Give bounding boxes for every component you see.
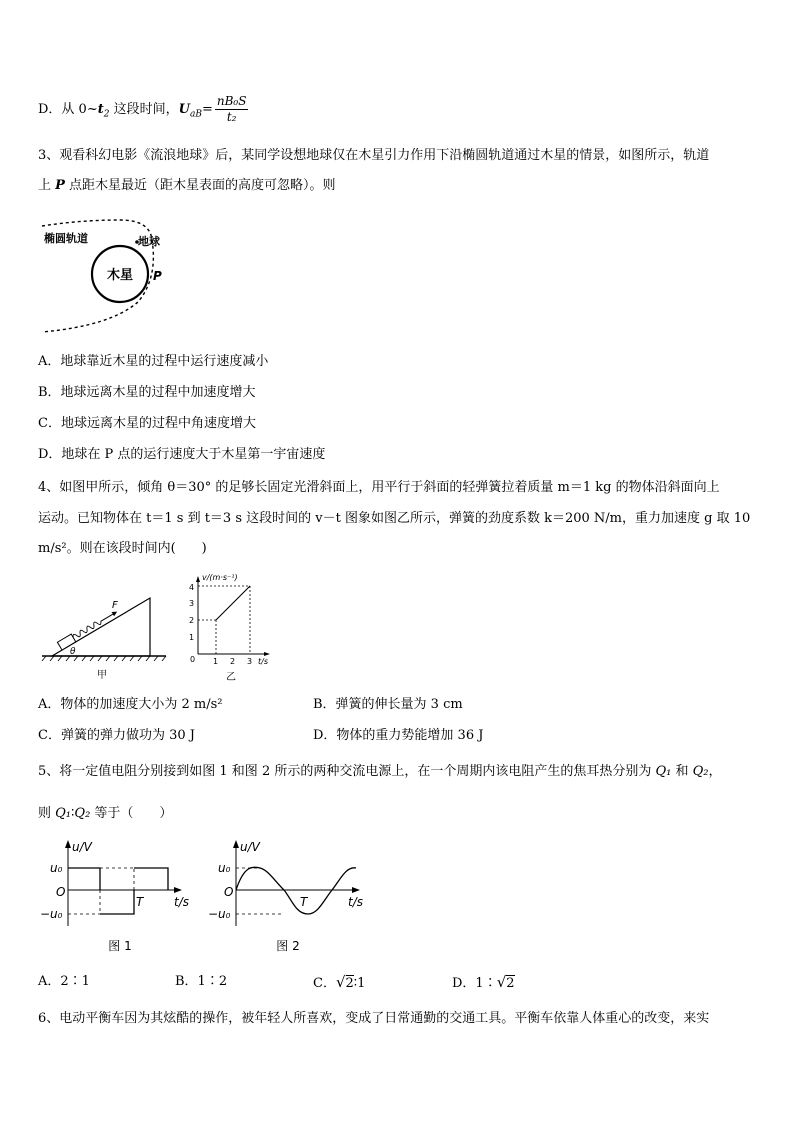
q5-optc-post: ∶1 <box>353 976 366 991</box>
force-label: F <box>112 600 118 611</box>
q5-stem-line1 <box>38 763 722 781</box>
fig2-ylabel: u/V <box>240 840 260 854</box>
q2-optd-fraction <box>215 94 249 125</box>
q5-line1-a: 5、将一定值电阻分别接到如图 1 和图 2 所示的两种交流电源上，在一个周期内该电阻产生的焦耳热分别为 <box>38 764 656 779</box>
q4-option-a: A．物体的加速度大小为 2 m/s² <box>38 697 223 712</box>
q5-line2-q2: Q₂ <box>74 806 91 821</box>
angle-label: θ <box>70 647 76 657</box>
q5-line2-a: 则 <box>38 806 56 821</box>
q3-stem-line1: 3、观看科幻电影《流浪地球》后，某同学设想地球仅在木星引力作用下沿椭圆轨道通过木星的情景，如图所示，轨道 <box>38 148 710 163</box>
yi-ytick-3: 3 <box>189 599 195 608</box>
fraction-numerator: nB₀S <box>216 94 247 108</box>
fig1-ylabel: u/V <box>72 840 92 854</box>
point-p-label: P <box>153 269 162 283</box>
q5-line2-b: 等于（ ） <box>90 806 173 821</box>
q5-optc-pre: C． <box>313 976 336 991</box>
q5-optd-pre: D．1∶ <box>452 976 497 991</box>
q5-option-a: A．2∶1 <box>38 974 90 989</box>
yi-ytick-1: 1 <box>189 633 195 642</box>
fig1-T: T <box>136 895 144 909</box>
fraction-denominator: t₂ <box>226 110 237 124</box>
q5-option-c: C．√2∶1 <box>313 973 366 991</box>
q3-orbit-figure <box>40 218 180 336</box>
yi-xtick-3: 3 <box>247 657 253 666</box>
vt-line <box>216 586 250 620</box>
q3-option-a: A．地球靠近木星的过程中运行速度减小 <box>38 354 269 369</box>
yi-xtick-2: 2 <box>230 657 236 666</box>
fig1-neg-u0: −u₀ <box>40 907 63 921</box>
q2-optd-u: U <box>178 102 190 117</box>
q4-stem-line3: m/s²。则在该段时间内( ) <box>38 541 207 556</box>
q3-line2-p: P <box>55 178 65 193</box>
fig1-xlabel: t/s <box>174 895 189 909</box>
q3-line2-a: 上 <box>38 178 56 193</box>
q5-option-b: B．1∶2 <box>175 974 228 989</box>
q4-incline-figure <box>40 588 170 683</box>
q2-optd-prefix: D．从 0~ <box>38 102 98 117</box>
q4-stem-line1: 4、如图甲所示，倾角 θ＝30° 的足够长固定光滑斜面上，用平行于斜面的轻弹簧拉着质量 m＝1 kg 的物体沿斜面向上 <box>38 480 720 495</box>
yi-ylabel: v/(m·s⁻¹) <box>202 573 238 582</box>
q2-option-d: D．从 $0\sim t_2$ 这段时间，$U_{aB}=$ $\frac{\text{nB₀S}}{\text{t₂}}$ <box>38 94 247 124</box>
q5-sine-wave-figure <box>200 836 370 958</box>
q5-q2: Q₂ <box>692 764 709 779</box>
yi-xtick-1: 1 <box>213 657 219 666</box>
q2-optd-t: t <box>97 102 104 117</box>
jupiter-label: 木星 <box>106 268 134 283</box>
sine-curve <box>236 867 356 914</box>
fig2-neg-u0: −u₀ <box>208 907 231 921</box>
q5-square-wave-figure <box>38 836 198 958</box>
q3-line2-b: 点距木星最近（距木星表面的高度可忽略）。则 <box>64 178 336 193</box>
q3-option-b: B．地球远离木星的过程中加速度增大 <box>38 385 256 400</box>
fig2-xlabel: t/s <box>348 895 363 909</box>
q4-vt-graph <box>186 572 286 684</box>
yi-ytick-2: 2 <box>189 616 195 625</box>
q5-and: 和 <box>671 764 693 779</box>
q5-stem-line2 <box>38 805 172 823</box>
q3-stem-line2 <box>38 177 336 195</box>
fig1-origin: O <box>56 885 66 899</box>
q4-stem-line2: 运动。已知物体在 t＝1 s 到 t＝3 s 这段时间的 v－t 图象如图乙所示，弹簧的劲度系数 k＝200 N/m，重力加速度 g 取 10 <box>38 511 751 526</box>
fig-jia-caption: 甲 <box>97 670 107 681</box>
force-arrow <box>101 614 113 621</box>
earth-label: 地球 <box>138 235 160 248</box>
yi-ytick-4: 4 <box>189 583 195 592</box>
fig2-T: T <box>300 895 308 909</box>
fig2-u0: u₀ <box>218 861 231 875</box>
orbit-label: 椭圆轨道 <box>44 232 88 245</box>
q4-option-b: B．弹簧的伸长量为 3 cm <box>313 697 463 712</box>
q4-option-c: C．弹簧的弹力做功为 30 J <box>38 728 195 743</box>
fig1-caption: 图 1 <box>108 939 132 953</box>
q5-comma: ， <box>708 764 722 779</box>
yi-xlabel: t/s <box>258 657 268 666</box>
q5-line2-q1: Q₁ <box>55 806 72 821</box>
q5-line2-colon: ∶ <box>71 806 75 821</box>
q2-optd-mid: 这段时间， <box>109 102 179 117</box>
q5-optc-sqrt-arg: 2 <box>345 976 354 991</box>
fig1-u0: u₀ <box>50 861 63 875</box>
yi-origin: 0 <box>190 655 196 664</box>
q6-stem-line1: 6、电动平衡车因为其炫酷的操作，被年轻人所喜欢，变成了日常通勤的交通工具。平衡车依靠人体重心的改变，来实 <box>38 1011 710 1026</box>
q5-q1: Q₁ <box>655 764 672 779</box>
fig2-origin: O <box>224 885 234 899</box>
q2-optd-eq: = <box>201 102 213 117</box>
q4-option-d: D．物体的重力势能增加 36 J <box>313 728 484 743</box>
fig2-caption: 图 2 <box>276 939 300 953</box>
q5-optd-sqrt-arg: 2 <box>506 976 515 991</box>
fig-yi-caption: 乙 <box>226 672 236 683</box>
q3-option-c: C．地球远离木星的过程中角速度增大 <box>38 416 256 431</box>
q3-option-d: D．地球在 P 点的运行速度大于木星第一宇宙速度 <box>38 447 326 462</box>
q5-option-d: D．1∶√2 <box>452 973 515 991</box>
